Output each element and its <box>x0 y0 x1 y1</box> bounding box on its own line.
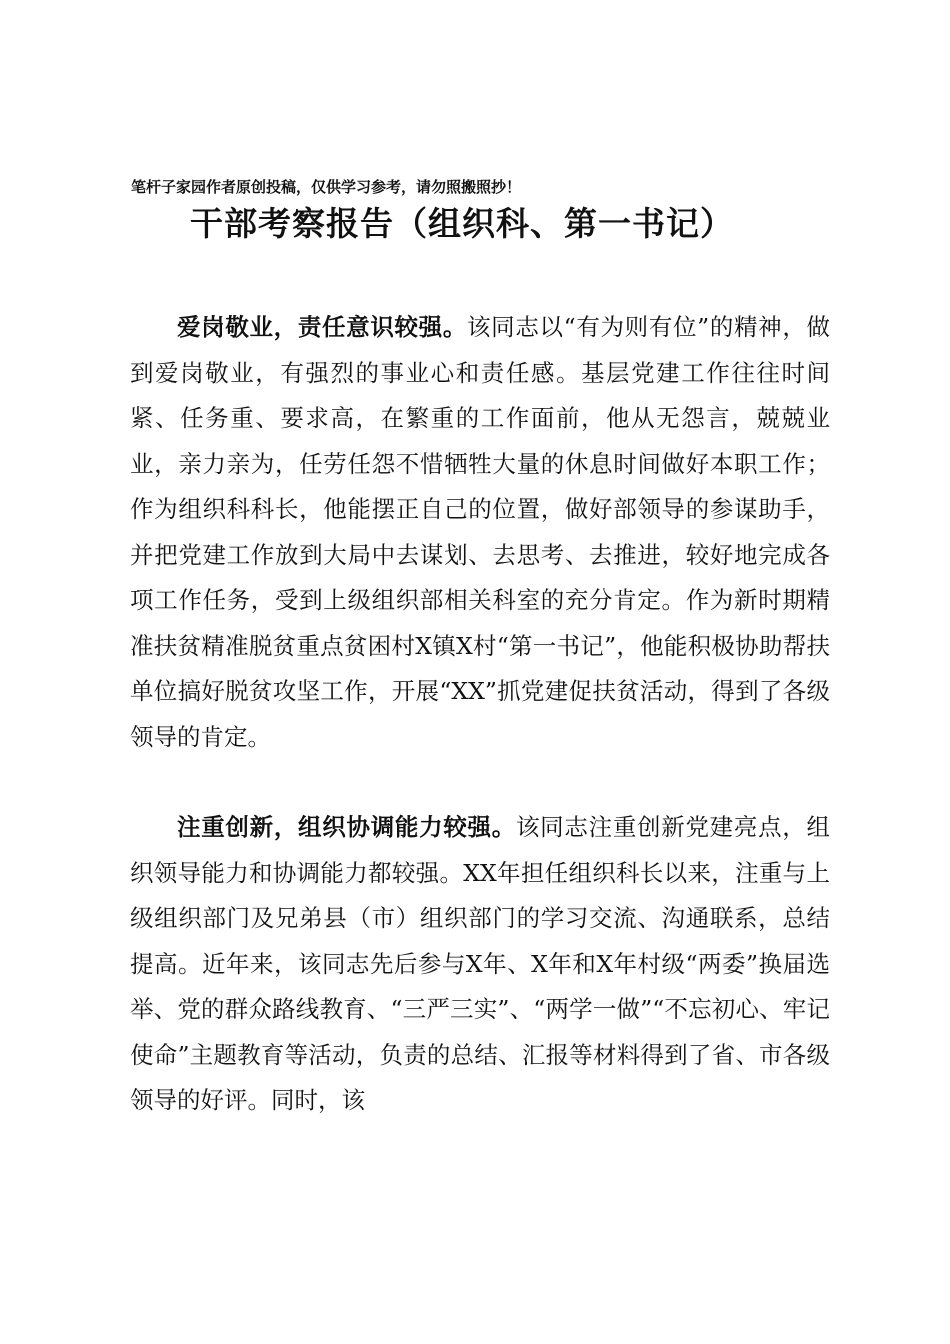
copyright-note: 笔杆子家园作者原创投稿，仅供学习参考，请勿照搬照抄！ <box>131 178 522 196</box>
paragraph-2-lead: 注重创新，组织协调能力较强。 <box>177 813 516 841</box>
paragraph-1 <box>130 305 830 760</box>
paragraph-2-text: 该同志注重创新党建亮点，组织领导能力和协调能力都较强。XX年担任组织科长以来，注重与上级组织部门及兄弟县（市）组织部门的学习交流、沟通联系，总结提高。近年来，该同志先后参与X年、X年和X年村级“两委”换届选举、党的群众路线教育、“三严三实”、“两学一做”“不忘初心、牢记使命”主题教育等活动，负责的总结、汇报等材料得到了省、市各级领导的好评。同时，该 <box>130 813 831 1114</box>
paragraph-1-lead: 爱岗敬业，责任意识较强。 <box>177 313 467 341</box>
paragraph-1-text: 该同志以“有为则有位”的精神，做到爱岗敬业，有强烈的事业心和责任感。基层党建工作往往时间紧、任务重、要求高，在繁重的工作面前，他从无怨言，兢兢业业，亲力亲为，任劳任怨不惜牺牲大量的休息时间做好本职工作；作为组织科科长，他能摆正自己的位置，做好部领导的参谋助手，并把党建工作放到大局中去谋划、去思考、去推进，较好地完成各项工作任务，受到上级组织部相关科室的充分肯定。作为新时期精准扶贫精准脱贫重点贫困村X镇X村“第一书记”，他能积极协助帮扶单位搞好脱贫攻坚工作，开展“XX”抓党建促扶贫活动，得到了各级领导的肯定。 <box>130 313 831 751</box>
document-title: 干部考察报告（组织科、第一书记） <box>190 204 734 243</box>
paragraph-2 <box>130 805 830 1124</box>
